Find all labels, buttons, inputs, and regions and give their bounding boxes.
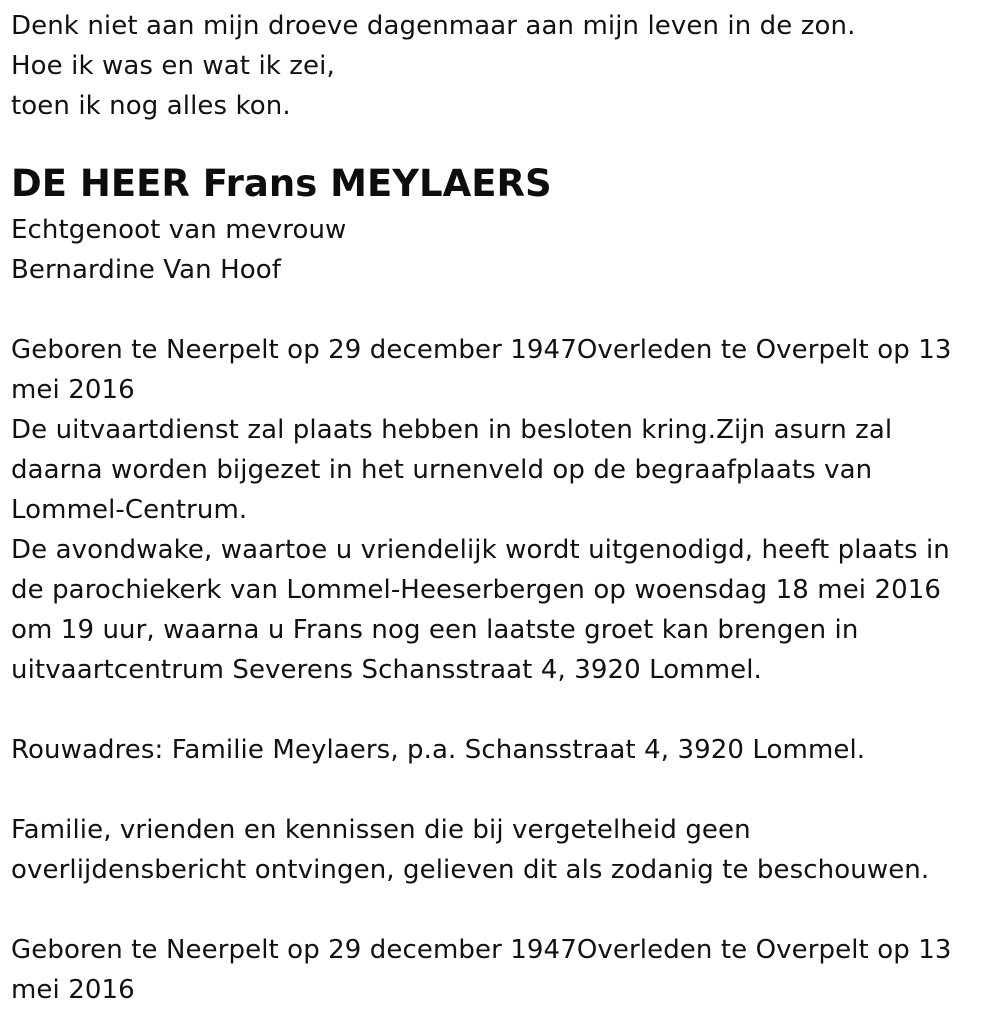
- details-line: daarna worden bijgezet in het urnenveld op de begraafplaats van: [11, 455, 873, 485]
- spouse-line: Echtgenoot van mevrouw: [11, 215, 347, 245]
- funeral-details: [11, 330, 1000, 690]
- details-line: Lommel-Centrum.: [11, 495, 248, 525]
- poem-line: Hoe ik was en wat ik zei,: [11, 51, 335, 81]
- details-line: De avondwake, waartoe u vriendelijk wordt uitgenodigd, heeft plaats in: [11, 535, 950, 565]
- family-notice: [11, 810, 1000, 890]
- details-line: De uitvaartdienst zal plaats hebben in besloten kring.Zijn asurn zal: [11, 415, 893, 445]
- notice-line: Familie, vrienden en kennissen die bij vergetelheid geen: [11, 815, 751, 845]
- poem: [11, 6, 1000, 126]
- footer-line: mei 2016: [11, 975, 135, 1005]
- details-line: Geboren te Neerpelt op 29 december 1947Overleden te Overpelt op 13: [11, 335, 952, 365]
- poem-line: toen ik nog alles kon.: [11, 91, 291, 121]
- details-line: om 19 uur, waarna u Frans nog een laatste groet kan brengen in: [11, 615, 859, 645]
- deceased-name-heading: DE HEER Frans MEYLAERS: [11, 162, 552, 205]
- footer-line: Geboren te Neerpelt op 29 december 1947Overleden te Overpelt op 13: [11, 935, 952, 965]
- spouse-line: Bernardine Van Hoof: [11, 255, 282, 285]
- details-line: de parochiekerk van Lommel-Heeserbergen op woensdag 18 mei 2016: [11, 575, 942, 605]
- footer-dates: [11, 930, 1000, 1010]
- mourning-address: Rouwadres: Familie Meylaers, p.a. Schansstraat 4, 3920 Lommel.: [11, 735, 866, 765]
- spouse-info: [11, 210, 1000, 290]
- notice-line: overlijdensbericht ontvingen, gelieven dit als zodanig te beschouwen.: [11, 855, 930, 885]
- poem-line: Denk niet aan mijn droeve dagenmaar aan mijn leven in de zon.: [11, 11, 856, 41]
- details-line: uitvaartcentrum Severens Schansstraat 4, 3920 Lommel.: [11, 655, 762, 685]
- details-line: mei 2016: [11, 375, 135, 405]
